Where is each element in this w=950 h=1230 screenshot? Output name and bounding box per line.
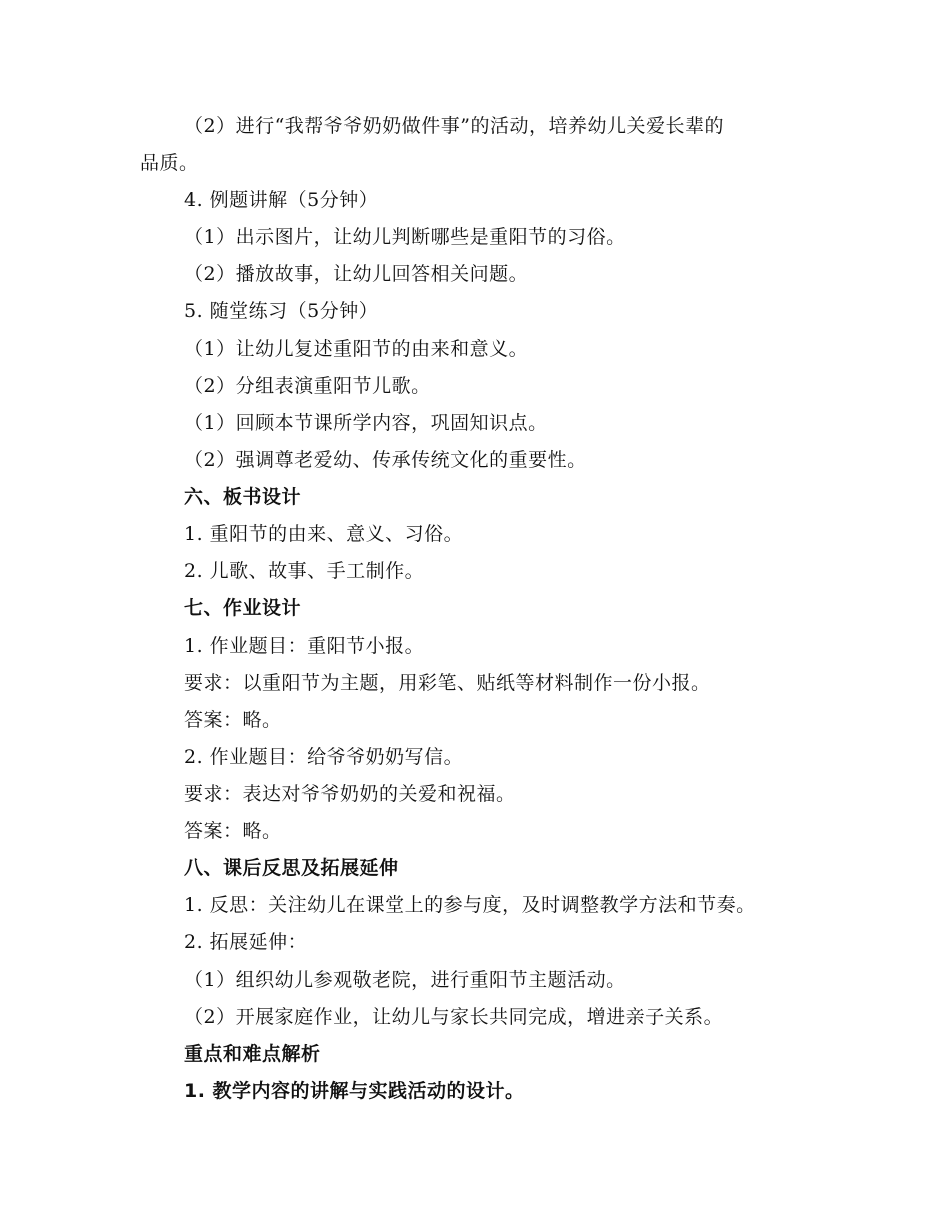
text-line-activity-2-cont: 品质。 [140,152,199,174]
text-line-homework-2-answer: 答案：略。 [184,820,282,842]
text-line-homework-2-req: 要求：表达对爷爷奶奶的关爱和祝福。 [184,783,516,805]
text-line-review-2: （2）强调尊老爱幼、传承传统文化的重要性。 [184,449,587,471]
text-line-extension-2: （2）开展家庭作业，让幼儿与家长共同完成，增进亲子关系。 [184,1006,724,1028]
text-line-extension-1: （1）组织幼儿参观敬老院，进行重阳节主题活动。 [184,969,626,991]
text-line-example-2: （2）播放故事，让幼儿回答相关问题。 [184,263,529,285]
text-line-key-point-1: 1. 教学内容的讲解与实践活动的设计。 [184,1080,525,1102]
text-line-homework-1: 1. 作业题目：重阳节小报。 [184,635,425,657]
text-line-homework-1-req: 要求：以重阳节为主题，用彩笔、贴纸等材料制作一份小报。 [184,672,711,694]
text-line-example-heading: 4. 例题讲解（5分钟） [184,189,379,211]
text-line-activity-2: （2）进行“我帮爷爷奶奶做件事”的活动，培养幼儿关爱长辈的 [184,115,725,137]
text-line-practice-heading: 5. 随堂练习（5分钟） [184,300,379,322]
text-line-reflection-1: 1. 反思：关注幼儿在课堂上的参与度，及时调整教学方法和节奏。 [184,894,756,916]
text-line-extension: 2. 拓展延伸： [184,931,308,953]
text-line-homework-1-answer: 答案：略。 [184,709,282,731]
section-heading-reflection: 八、课后反思及拓展延伸 [184,857,399,879]
text-line-practice-2: （2）分组表演重阳节儿歌。 [184,375,431,397]
section-heading-homework: 七、作业设计 [184,597,302,619]
text-line-board-2: 2. 儿歌、故事、手工制作。 [184,560,425,582]
section-heading-key-points: 重点和难点解析 [184,1043,321,1065]
text-line-practice-1: （1）让幼儿复述重阳节的由来和意义。 [184,338,529,360]
text-line-homework-2: 2. 作业题目：给爷爷奶奶写信。 [184,746,464,768]
section-heading-board-design: 六、板书设计 [184,486,302,508]
text-line-board-1: 1. 重阳节的由来、意义、习俗。 [184,523,464,545]
text-line-example-1: （1）出示图片，让幼儿判断哪些是重阳节的习俗。 [184,226,626,248]
text-line-review-1: （1）回顾本节课所学内容，巩固知识点。 [184,412,548,434]
